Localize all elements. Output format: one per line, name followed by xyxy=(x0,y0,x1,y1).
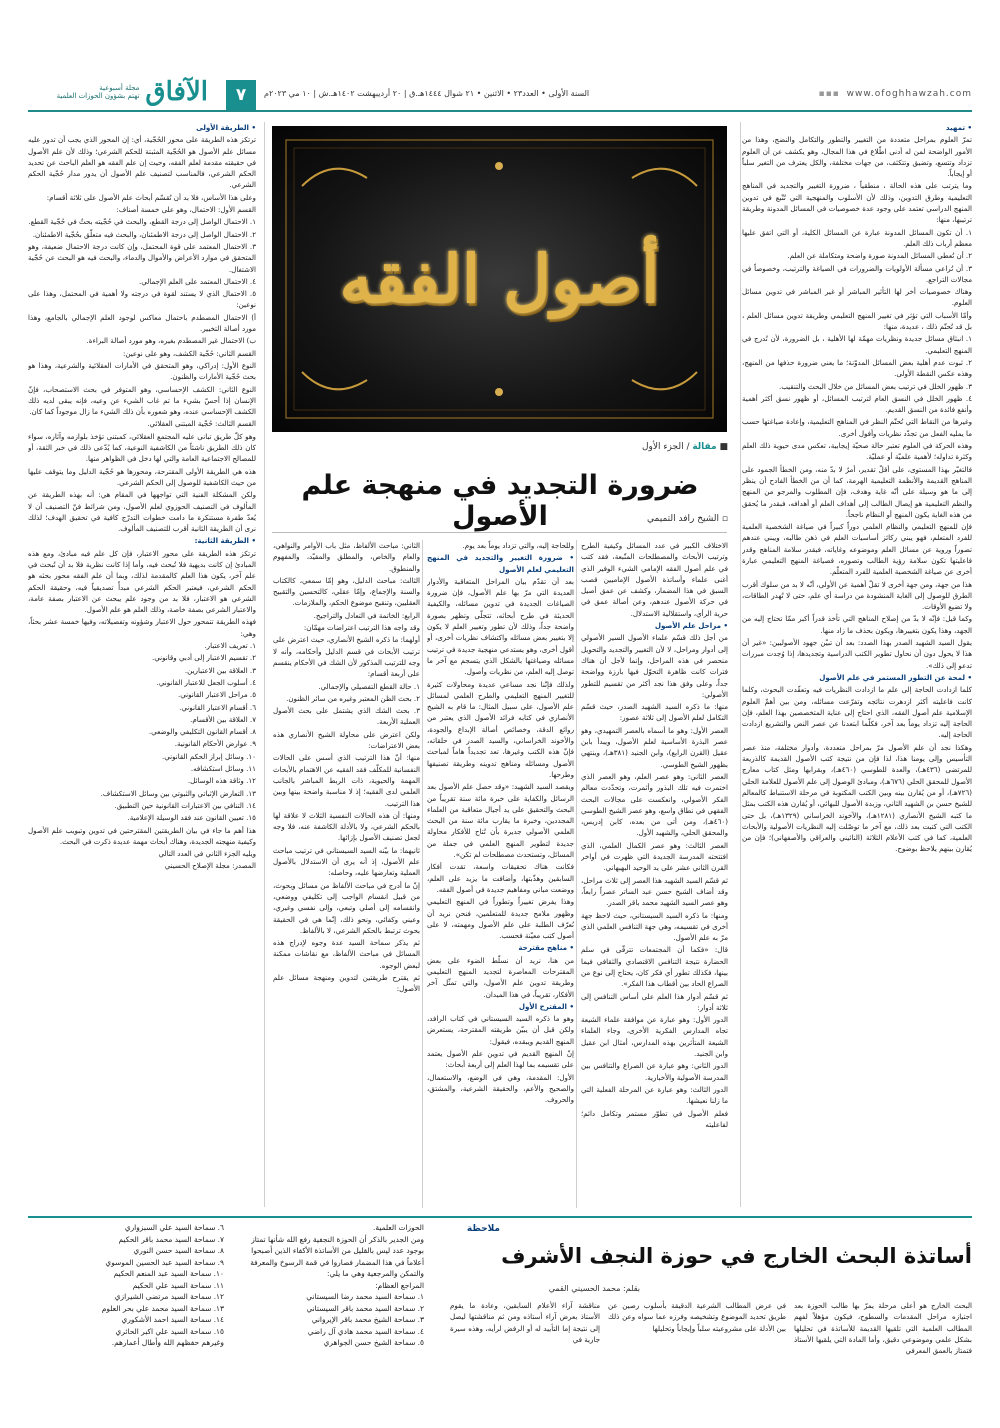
list-item: ١٥. سماحة السيد علي اكبر الحائري xyxy=(115,1326,224,1336)
paragraph: ترتكز هذه الطريقة على محور الحُجّية، أي: إن المحور الذي يجب أن تدور عليه مسائل علم الأصول هو الحُجّية المثبتة للحكم الشرعي؛ وذلك لأن علم الأصول في حقيقته مقدمة لعلم الفقه، وحيث إن علم الفقه هو العلم الباحث عن تحديد الحكم الشرعي، فالمناسب لتصنيف علم الأصول أن يدور مدار حُجّية الحكم الشرعي. xyxy=(28,135,256,190)
paragraph: أ) الاحتمال المصطدم باحتمال معاكس لوجود العلم الإجمالي بالجامع، وهذا مورد أصالة التخيير. xyxy=(28,312,256,334)
list-item: ١٢. سماحة السيد مرتضى الشيرازي xyxy=(114,1292,224,1301)
paragraph: فالتغيّر بهذا المستوى، على أقلّ تقدير، أمرٌ لا بدّ منه، ومن الخطأ الجمود على المناهج القديمة والأنظمة التعليمية الهرمة، كما أن من الخطأ الفادح أن ينظر إلى ما هو وسيلة على أنّه غاية وهدف، فإن المطلوب والمرجو من المنهج والنظم التعليمية هو إيصال الطالب إلى أهداف العلم أو أهدافه، فبقدر ما يُحقق من هذه الغاية يكون المنهج أو النظام ناجحاً. xyxy=(742,464,972,519)
hero-calligraphy-image xyxy=(272,126,727,432)
logo-word: الآفاق xyxy=(145,77,208,107)
paragraph: ثم يذكر سماحة السيد عدة وجوه لإدراج هذه المسائل في مباحث الألفاظ، مع نقاشات ممكنة لبعض الوجوه. xyxy=(273,938,420,970)
bottom-tag: ملاحظة xyxy=(466,1224,500,1234)
article-column-center-left xyxy=(273,540,420,1208)
paragraph: ٩. عوارض الأحكام القانونية. xyxy=(174,739,256,749)
paragraph: العصر الثاني: وهو عصر العلم، وهو العصر الذي اختمرت فيه تلك البذور وأثمرت، وتحدّدت معالم الفكر الأصولي، وانعكست على مجالات البحث الفقهي في نطاق واسع، وهو عصر الشيخ الطوسي (٤٦٠هـ)، ومن أتى من بعده، كابن إدريس، والمحقق الحلي، والشهيد الأول. xyxy=(581,771,728,838)
paragraph: ثم قسّم أدوار هذا العلم على أساس التنافس إلى ثلاثة أدوار: xyxy=(581,991,728,1012)
paragraph: قال: «فكما أن المجتمعات تترقّى في سلم الحضارة نتيجة التنافس الاقتصادي والثقافي فيما بينها، فكذلك تطور أي فكر كان، يحتاج إلى نوع من الصراع الحاد بين أقطاب هذا الفكر». xyxy=(581,945,728,989)
paragraph: وقد واجه هذا الترتيب اعتراضات مهمّان: xyxy=(303,623,420,633)
article-author: ▫ الشيخ رافد التميمي xyxy=(647,514,728,524)
paragraph: ٣. الاحتمال المعتمد على قوة المحتمل، وإن كانت درجة الاحتمال ضعيفة، وهو المتحقق في موارد الأعراض والأموال والدماء، والبحث فيه هو البحث عن حُجّية الاشتغال. xyxy=(28,241,256,274)
paragraph: النوع الأول: إدراكي، وهو المتحقق في الأمارات العقلائية والشرعية، وهذا هو بحث حُجّية الأمارات والظنون. xyxy=(28,360,256,382)
paragraph: فهذه الطريقة تتمحور حول الاعتبار وشؤونه وتفصيلاته، وفيها خمسة عشر بحثاً، وهي: xyxy=(28,617,256,638)
list-item: ٤. سماحة السيد محمد هادي آل راضي xyxy=(307,1326,424,1336)
list-item: ومن الجدير بالذكر أن الحوزة النجفية رفع الله شأنها تمتاز بوجود عدد ليس بالقليل من الأساتذة الأكفاء الذين أصبحوا أعلاماً في هذا المضمار فصاروا في قمة الرسوخ والمعرفة والتمكن والمرجعية وهي ما يلي: xyxy=(250,1234,424,1278)
paragraph: القسم الثالث: حُجّية المبتنى العقلائي. xyxy=(147,419,256,429)
paragraph: ١. الاحتمال الواصل إلى درجة القطع، والبحث في حُجّيته بحثٌ في حُجّية القطع. xyxy=(28,217,256,227)
paragraph: الأول: المقدمة، وهي في الوضع، والاستعمال، والصحيح والأعم، والحقيقة الشرعية، والمشتق، والحروف. xyxy=(427,1072,574,1105)
bottom-text-a: البحث الخارج هو أعلى مرحلة يمرّ بها طالب الحوزة بعد اجتيازه مراحل المقدمات والسطوح، فيكون مؤهلاً لفهم المطالب العلمية التي تلقيها القديمة للأساتذة في تحليلها بشكل علمي وموضوعي دقيق، وأما المادة التي يلقيها الأستاذ فتمتاز بالعمق المعرفي xyxy=(794,1301,972,1356)
paragraph: ويقصد السيد الشهيد: «وقد حصل علم الأصول بعد الرسائل والكفاية على خبرة مائة سنة تقريباً من البحث والتحقيق على يد أجيال متعاقبة من العلماء المجددين، وخبرة ما يقارب مائة سنة من البحث العلمي الأصولي جديرة بأن تُتاح للأفكار محاولة جديدة لتطوير المنهج العلمي في جملة من المسائل، وتستحدث مصطلحات لم تكن». xyxy=(427,782,574,860)
paragraph: الثاني: مباحث الألفاظ، مثل باب الأوامر والنواهي، والعام والخاص، والمطلق والمقيّد، والمفهوم والمنطوق. xyxy=(273,541,420,573)
section-heading: • تمهيد xyxy=(945,123,972,132)
paragraph: الرابع: الخاتمة في التعادل والتراجيح. xyxy=(313,610,420,620)
paragraph: ومنها: أن هذه الحالات النفسية الثلاث لا علاقة لها بالحكم الشرعي، ولا بالأدلة الكاشفة عنه، فلا وجه لجعل تصنيف الأصول بإزائها. xyxy=(273,810,420,843)
paragraph: ١. حالة القطع التفصيلي والإجمالي. xyxy=(318,681,420,691)
paragraph: الدور الأول: وهو عبارة عن موافقة علماء الشيعة تجاه المدارس الفكرية الأخرى، وجاء العلماء الشيعة المتأثرين بهذه المدارس، أمثال ابن عقيل وابن الجنيد. xyxy=(581,1015,728,1059)
paragraph: ٤. ظهور الخلل في النسق العام لترتيب المسائل، أو ظهور نسق أكثر أهمية وأنفع فائدة من النسق القديم. xyxy=(742,393,972,415)
paragraph: المصدر: مجلة الإصلاح الحسيني xyxy=(164,861,256,871)
paragraph: منها: ما ذكره السيد الشهيد الصدر، حيث قسّم التكامل لعلم الأصول إلى ثلاثة عصور: xyxy=(581,702,728,723)
section-heading: • المقترح الأول xyxy=(518,1001,574,1011)
paragraph: ٥. الاحتمال الذي لا يستند لقوة في درجته ولا أهمية في المحتمل، وهذا على نوعين: xyxy=(28,289,256,310)
paragraph: أولهما: ما ذكره الشيخ الأنصاري، حيث اعترض على ترتيب الأبحاث في قسم الدليل وأحكامه، وأنه لا وجه للترتيب المذكور لأن الشك في الأحكام ينقسم على أربعة أقسام: xyxy=(273,635,420,679)
paragraph: ١٥. تعيين القانون عند فقد الوسيلة الإعلامية. xyxy=(127,813,256,823)
article-title: ضرورة التجديد في منهجة علم الأصول xyxy=(301,470,699,532)
paragraph: ٧. العلاقة بين الأقسام. xyxy=(190,714,256,724)
list-item: ١١. سماحة السيد علي الحكيم xyxy=(132,1280,224,1290)
paragraph: هذا أهم ما جاء في بيان الطريقتين المقترحتين في تدوين وتبويب علم الأصول وكيفية منهجته الجديدة، وهناك أبحاث مهمة عديدة ذكرت في البحث. xyxy=(28,825,256,846)
section-heading: • الطريقة الثانية: xyxy=(194,536,256,546)
list-item: المراجع العظام: xyxy=(375,1280,424,1290)
bottom-text-c: مناقشة آراء الأعلام السابقين، وعادة ما يقوم الأستاذ بعرض آراء أستاذه ومن ثم مناقشتها ليصل إلى نتيجة إما التأييد له أو الرفض لرأيه، وهذه سيرة جارية في xyxy=(450,1301,600,1344)
paragraph: ١٤. التنافي بين الاعتبارات القانونية حين التطبيق. xyxy=(114,800,256,810)
paragraph: إنّ المنهج القديم في تدوين علم الأصول يعتمد على تقسيمه بما لهذا العلم إلى أربعة أبحاث: xyxy=(427,1049,574,1070)
paragraph: وهذه الحركة في العلوم تعتبر حالة صحيّة إيجابية، تعكس مدى حيوية ذلك العلم وكثرة تداوله؛ لأهمية علميّة أو عمليّة. xyxy=(742,441,972,462)
list-item: ١٠. سماحة السيد عبد المنعم الحكيم xyxy=(113,1269,224,1278)
paragraph: وما يترتب على هذه الحالة ، منطقياً ، ضرورة التغيير والتجديد في المناهج التعليمية وطرق التدوين، وذلك لأن الأسلوب والمنهجية التي تُتّبع في تدوين المنهج الدراسي تعتمد على وجود عدة خصوصيات في المسائل المدونة وطريقة ترتيبها، منها: xyxy=(742,181,972,225)
article-kicker: ■ مقالة / الجزء الأول xyxy=(641,442,728,452)
paragraph: ولذلك فإنّنا نجد مساعي عديدة ومحاولات كثيرة للتغيير المنهج التعليمي والطرح العلمي لمسائل علم الأصول، على سبيل المثال: ما قام به الشيخ الأنصاري في كتابه فرائد الأصول الذي يعتبر من روائع الدقة، وخصائص أصالة الإبداع والجودة، والأخوند الخراساني، والسيد الصدر في حلقاته، فإنّ هذه الكتب وغيرها، تعد تجديداً هاماً لمباحث الأصول ومسائله ومناهج تدوينه وطريقة تصنيفها وطرحها. xyxy=(427,679,574,779)
paragraph: إنّ ما أدرج في مباحث الألفاظ من مسائل وبحوث، من قبيل انقسام الواجب إلى تكليفي ووضعي، وانقسامه إلى أصلي وتبعي، وإلى نفسي وغيري، وعيني وكفائي، ونحو ذلك، إنّما هي في الحقيقة بحوث ترتبط بالحكم الشرعي، لا بالألفاظ. xyxy=(273,880,420,935)
paragraph: ومنها: ما ذكره السيد السيستاني، حيث لاحظ جهة أخرى في تقسيمه، وهي جهة التنافس العلمي الذي مرّ به علم الأصول. xyxy=(581,910,728,943)
column-divider xyxy=(422,540,423,1208)
issue-info: السنة الأولى • العدد٢٣ • الاثنين • ٢١ شوال ١٤٤٤هـ.ق | ٢٠ أرديبهشت ١٤٠٢هـ.ش | ١٠ مي ٢٠٢٣م xyxy=(264,89,590,98)
scholars-list-b xyxy=(28,1222,224,1362)
paragraph: ترتكز هذه الطريقة على محور الاعتبار، فإن كل علم فيه مبادئ، ومع هذه المبادئ إن كانت بديهية فلا تُبحث فيه، وأما إذا كانت نظرية فلا بد أن تُبحث في علم آخر، يكون هذا العلم كالمقدمة لذلك، وبما أن علم الفقه محور بحثه هو الحكم الشرعي، فيعتبر الحكم الشرعي مبدأً تصديقياً فيه، وحقيقة الحكم الشرعي هو الاعتبار، فلا بد من وجود علم يبحث عن الاعتبار بصفة عامة، والاعتبار الشرعي بصفة خاصة، وذلك العلم هو علم الأصول. xyxy=(28,548,256,615)
paragraph: ١١. وسائل استكشافه. xyxy=(190,764,256,774)
paragraph: هذا من جهة، ومن جهة أخرى لا تقلّ أهمية عن الأولى، أنّه لا بد من سلوك أقرب الطرق للوصول إلى الغاية المنشودة من دراسة أي علم، حتى لا تُهدر الطاقات، ولا تضيع الأوقات. xyxy=(742,579,972,612)
page-number: ٧ xyxy=(226,80,256,110)
paragraph: ولكن المشكلة الفنية التي تواجهها في المقام هي: أنه بهذه الطريقة عن المألوف في التصنيف الحوزوي لعلم الأصول، ومن شرائط فنّ التصنيف أن لا يُعدّ طفرة مستنكرة ما دامت خطوات التدرّج كافية في تحقيق الهدف؛ لذلك نرى أن الطريقة الثانية أقرب للتصنيف المألوف. xyxy=(28,490,256,534)
paragraph: من أجل ذلك قسّم علماء الأصول السير الأصولي إلى أدوار ومراحل، لا لأن التغيير والتجديد والتحويل منحصر في هذه المراحل، وإنما لأجل أن هناك فترات كانت ظاهرة التحوّل فيها بارزة وواضحة جداً، وعلى وفق هذا نجد أكثر من تقسيم للتطور الأصولي: xyxy=(581,633,728,699)
paragraph: منها: أنّ هذا الترتيب الذي أسس على الحالات النفسانية للمكلّف فقد الفقيه عن الاهتمام بالأبحاث المهمة والحيوية، ذات الربط المباشر بالجانب العلمي لدى الفقيه؛ إذ لا مناسبة واضحة بينها وبين هذا الترتيب. xyxy=(273,753,420,808)
hero-title-art: أصول الفقه xyxy=(339,240,660,318)
bottom-author: بقلم: محمد الحسيني القمي xyxy=(548,1284,640,1293)
list-item: الحوزات العلمية. xyxy=(373,1223,424,1232)
paragraph: فكانت هناك تحقيقات واسعة، تقدت أفكار السابقين وهذّبتها، وأضافت ما يزيد على العلم، ووضعت مباني ومفاهيم جديدة في أصول الفقه. xyxy=(427,862,574,894)
paragraph: العصر الثالث: وهو عصر الكمال العلمي، الذي افتتحته المدرسة الجديدة التي ظهرت في أواخر القرن الثاني عشر على يد الوحيد البهبهاني. xyxy=(581,840,728,873)
paragraph: الدور الثاني: وهو عبارة عن الصراع والتنافس بين المدرسة الأصولية والأخبارية. xyxy=(581,1061,728,1082)
list-item: ٦. سماحة السيد علي السبزواري xyxy=(124,1223,224,1232)
paragraph: وهذا يفرض تغييراً وتطوراً في المنهج التعليمي وظهور ملامح جديدة للمتعلمين، فنحن نريد أن نُعرّف الطلبة على علم الأصول ومهمته، لا على أصول كتب معيّنة فحسب. xyxy=(427,897,574,941)
paragraph: ٣. بحث الشك الذي يشتمل على بحث الأصول العملية الأربعة. xyxy=(273,706,420,727)
section-heading: • مراحل علم الأصول xyxy=(654,621,728,631)
paragraph: ويليه الجزء الثاني في العدد التالي xyxy=(158,849,256,859)
page-header xyxy=(28,77,972,112)
list-item: ٢. سماحة السيد محمد باقر السيستاني xyxy=(306,1303,424,1313)
paragraph: وهناك خصوصيات أخر لها التأثير المباشر أو غير المباشر في تدوين مسائل العلوم. xyxy=(742,287,972,308)
paragraph: ١. أن تكون المسائل المدونة عبارة عن المسائل الكلية، أو التي اتفق عليها معظم أرباب ذلك العلم. xyxy=(742,227,972,248)
column-divider xyxy=(740,122,741,1207)
paragraph: ٢. الاحتمال الواصل إلى درجة الاطمئنان، والبحث فيه متعلّق بحُجّية الاطمئنان. xyxy=(32,229,256,239)
paragraph: ولكن اعترض على محاولة الشيخ الأنصاري هذه بعض الاعتراضات: xyxy=(273,729,420,751)
paragraph: ٣. ظهور الخلل في ترتيب بعض المسائل من خلال البحث والتنقيب. xyxy=(778,381,972,391)
section-heading: • لمحة عن التطور المستمر في علم الأصول xyxy=(819,672,972,682)
dots-icon: ▪▪▪ xyxy=(818,89,840,99)
paragraph: فعلم الأصول في تطوّر مستمر وتكامل دائم؛ لفاعليته xyxy=(581,1108,728,1129)
paragraph: وهو ما ذكره السيد السيستاني في كتاب الرافد، ولكن قبل أن يبيّن طريقته المقترحة، يستعرض المنهج القديم ويبقده، فيقول: xyxy=(427,1014,574,1046)
paragraph: ١٣. التعارض الإثباتي والثبوتي بين وسائل الاستكشاف. xyxy=(100,788,256,798)
scholars-list-a xyxy=(234,1222,424,1362)
list-item: ١٣. سماحة السيد محمد علي بحر العلوم xyxy=(101,1303,224,1313)
paragraph: فإن للمنهج التعليمي والنظام العلمي دوراً كبيراً في صياغة الشخصية العلمية للفرد المتعلم، فهو يبني ركائز أساسيات العلم في ذهن طالبه، ويبني عندهم تصوراً وروية عن مسائل العلم وموضوعه وغاياته، فبقدر سلامة المناهج وقدر فاعليتها تكون سلامة رؤية الطالب وتصوره، فصياغة المنهج التعليمي عبارة أخرى عن صياغة الشخصية العلمية للفرد المتعلّم. xyxy=(742,522,972,577)
bottom-text-b: في عرض المطالب الشرعية الدقيقة بأسلوب رصين عن طريق تحديد الموضوع وتشخيصه وفرزه عما سواه وعن ذلك بين الأدلة على مشروعيته سلباً وإيجاباً وتحليلها xyxy=(608,1301,786,1333)
paragraph: يقول السيد الشهيد الصدر بهذا الصدد: بعد أن تبيّن جهود الأصوليين: «غير أن هذا لا يحول دون أن نحاول تطوير الكتب الدراسية وتجديدها، إذا وُجدت مبررات تدعو إلى ذلك». xyxy=(742,638,972,670)
title-divider xyxy=(272,532,727,533)
article-column-middle-right xyxy=(581,540,728,1208)
paragraph: تمرّ العلوم بمراحل متعددة من التغيير والتطور والتكامل والنضج، وهذا من الأمور الواضحة لمن له أدنى اطّلاع في هذا المجال، وهو يكشف عن أن العلوم تزداد وتتسع، وتضيق وتتكثف، من جهات مختلفة، والكل يعترف من التغير سلباً أو إيجاباً. xyxy=(742,135,972,179)
paragraph: وكما قيل: فإنّه لا بدّ من إصلاح المناهج التي تأخذ قدراً أكبر ممّا تحتاج إليه من الجهد، وهذا يكون بتغييرها، ويكون بحذف ما زاد منها. xyxy=(742,614,972,635)
bottom-title: أساتذة البحث الخارج في حوزة النجف الأشرف xyxy=(501,1244,972,1268)
paragraph: ب) الاحتمال غير المصطدم بغيره، وهو مورد أصالة البراءة. xyxy=(86,336,256,346)
paragraph: ١٠. وسائل إبراز الحكم القانوني. xyxy=(161,751,256,761)
section-heading: • الطريقة الأولى xyxy=(196,123,256,132)
paragraph: وهو كلّ طريق تبانى عليه المجتمع العقلائي، كمبتنى تؤخذ بلوازمه وآثاره، سواء كان ذلك الطريق ناشئاً من الكاشفية النوعية، كما يُدّعى ذلك في خبر الثقة، أو للمصالح الاجتماعية العامة والتي لها دخل في الظواهر منها. xyxy=(28,431,256,464)
paragraph: ٢. تقسيم الاعتبار إلى أدبي وقانوني. xyxy=(151,653,256,663)
paragraph: ١. انبثاق مسائل جديدة ونظريات مهمّة لها الأهلية ، بل الضرورة، لأن تُدرج في المنهج التعليمي. xyxy=(742,334,972,355)
paragraph: بعد أن تقدّم بيان المراحل المتعاقبة والأدوار العديدة التي مرّ بها علم الأصول، فإن ضرورة الصياغات الجديدة في تدوين مسائله، والكيفية الحديثة في طرح أبحاثه، تتجلّى وتظهر بصورة واضحة جداً، وذلك لأن تطور وتغيير العلم لا يكون إلا بتغيير بعض مسائله واكتشاف نظريات أخرى، أو أقول أخرى، وهو يستدعي منهجية جديدة في ترتيب مسائله وصياغتها بالشكل الذي يتسجم مع آخر ما توصل إليه العلم، من نظريات وأصول. xyxy=(427,576,574,677)
list-item: ٩. سماحة السيد عبد الحسين الموسوي xyxy=(105,1257,224,1267)
paragraph: ١. تعريف الاعتبار. xyxy=(204,641,256,651)
paragraph: ١٢. وثاقة هذه الوسائل. xyxy=(187,776,256,786)
article-column-center xyxy=(427,540,574,1208)
list-item: ٧. سماحة السيد محمد باقر الحكيم xyxy=(118,1234,224,1244)
list-item: ٥. سماحة الشيخ حسن الجواهري xyxy=(323,1338,424,1347)
paragraph: من هنا، نريد أن نسلّط الضوء على بعض المقترحات المعاصرة لتجديد المنهج التعليمي وطريقة تدوين علم الأصول، والتي تمثّل آخر الأفكار، تقريباً، في هذا الميدان. xyxy=(427,955,574,999)
paragraph: ٢. أن تُعطي المسائل المدونة صورة واضحة ومتكاملة عن العلم. xyxy=(787,251,972,261)
paragraph: الاختلاف الكبير في عدد المسائل وكيفية الطرح وترتيب الأبحاث والمصطلحات المتّبعة، فقد كتب في علم أصول الفقه الإمامي الشيء الوفير الذي أغنى علماء وأساتذة الأصول الإماميين قصب السبق في هذا المضمار، وكشف عن عمق أصيل في حركة الأصول عندهم، وعن أصالة عمق في حرية الرأي، واستقلالية الاستدلال. xyxy=(581,541,728,618)
column-divider xyxy=(264,122,265,1207)
paragraph: ٢. ثبوت عدم أهلية بعض المسائل المدوّنة؛ ما يعني ضرورة حذفها من المنهج، وهذه عكس النقطة الأولى. xyxy=(742,357,972,379)
section-heading: • مناهج مقترحة xyxy=(518,943,574,953)
paragraph: ٤. الاحتمال المعتمد على العلم الإجمالي. xyxy=(138,276,256,286)
article-column-right xyxy=(742,122,972,1207)
paragraph: القسم الثاني: حُجّية الكشف، وهو على نوعين: xyxy=(122,348,256,358)
paragraph: ٢. بحث الظن المعتبر وغيره من سائر الظنون. xyxy=(286,693,420,703)
paragraph: العصر الأول: وهو ما أسماه بالعصر التمهيدي، وهو عصر البذرة الأساسية لعلم الأصول، ويبدأ بابن عقيل (القرن الرابع)، وابن الجنيد (٣٨١هـ)، وينتهي بظهور الشيخ الطوسي. xyxy=(581,725,728,769)
list-item: ١٤. سماحة السيد احمد الأشكوري xyxy=(121,1315,224,1324)
paragraph: وغيرها من النقاط التي تُحتّم النظر في المناهج التعليمية، وإعادة صياغتها حسب ما يمليه الفعل من تجدّد نظريات وأفول أخرى. xyxy=(742,417,972,438)
paragraph: ٥. مراحل الاعتبار القانوني. xyxy=(177,690,256,700)
paragraph: ٣. العلاقة بين الاعتبارين. xyxy=(184,665,256,675)
logo-tagline: مجلة أسبوعية تهتم بشؤون الحوزات العلمية xyxy=(56,83,140,100)
paragraph: ثانيهما: ما بيّنه السيد السيستاني في ترتيب مباحث علم الأصول، إذ أنه يرى أن الاستدلال بالأصول العملية وتعارضها عليه، وحاصله: xyxy=(273,845,420,878)
paragraph: ثم يقترح طريقتين لتدوين ومنهجة مسائل علم الأصول: xyxy=(273,972,420,994)
paragraph: كلما ازدادت الحاجة إلى علم ما ازدادت النظريات فيه وتعقّدت البحوث، وكلما كانت فاعليته أكثر ازدهرت نتائجه وتفرّعت مسائله، ومن بين أهمّ العلوم الإسلامية علم أصول الفقه، الذي احتاج إلى عناية المتخصصين بهذا العلم، فإن الحاجة إليه تزداد يوماً بعد آخر، فكلّما ابتعدنا عن عصر النص والتشريع ازدادت الحاجة إليه. xyxy=(742,685,972,740)
masthead-logo xyxy=(28,72,208,112)
paragraph: الدور الثالث: وهو عبارة عن المرحلة الفعلية التي ما زلنا نعيشها. xyxy=(581,1084,728,1106)
paragraph: هذه هي الطريقة الأولى المقترحة، ومحورها هو حُجّية الدليل وما يتوقف عليها من حيث الكاشفية للوصول إلى الحكم الشرعي. xyxy=(28,466,256,487)
paragraph: وللحاجة إليه، والتي تزداد يوماً بعد يوم. xyxy=(462,541,574,550)
list-item: وغيرهم حفظهم الله وأطال أعمارهم. xyxy=(111,1338,224,1347)
paragraph: ٦. أقسام الاعتبار القانوني. xyxy=(179,702,256,712)
paragraph: وأمّا الأسباب التي تؤثر في تغيير المنهج التعليمي وطريقة تدوين مسائل العلم ، بل قد تُحتّم ذلك ، عديدة، منها: xyxy=(742,310,972,332)
paragraph: وهكذا نجد أن علم الأصول مرّ بمراحل متعددة، وأدوار مختلفة، منذ عصر التأسيس وإلى يومنا هذا، لذا فإن من نتيجة كتب الأصول القديمة كالذريعة للمرتضى (٤٣٦هـ)، والعدة للطوسي (٤٦٠هـ)، وبقرابها ومثل كتاب معارج الأصول للمحقق الحلي (٦٧٦هـ)، ومبادئ الوصول إلى علم الأصول للعلامة الحلي (٧٢٦هـ)، أو من يُقارن بينه وبين الكتب المكتوبة في مرحلة الاستنباط كالمعالم للشيخ حسن بن الشهيد الثاني، وزبدة الأصول للبهائي، أو يُقارن هذه الكتب بمثل ما كتبه الشيخ الأنصاري (١٢٨١هـ)، والآخوند الخراساني (١٣٢٩هـ)، بل حتى الكتب التي كتبت بعد ذلك، مع آخر ما توصّلت إليه النظريات الأصولية والأبحاث العلمية، كما في كتب الأعلام الثلاثة (النائيني والعراقي والأصفهاني)؛ فإن من يُقارن بينهم يلاحظ بوضوح. xyxy=(742,742,972,854)
list-item: ٨. سماحة السيد حسن النوري xyxy=(133,1246,224,1255)
column-divider xyxy=(576,540,577,1208)
paragraph: ٣. أن تُراعي مسألة الأولويات والضرورات في الصياغة والترتيب، وخصوصاً في مجالات التراجع. xyxy=(742,263,972,284)
paragraph: القسم الأول: الاحتمال، وهو على خمسة أصناف: xyxy=(116,205,256,215)
paragraph: وعلى هذا الأساس، فلا بد أن تُقسّم أبحاث علم الأصول على ثلاثة أقسام: xyxy=(46,192,256,202)
paragraph: الثالث: مباحث الدليل، وهو إمّا سمعي، كالكتاب والسنة والإجماع، وإمّا عقلي، كالتحسين والتقبيح العقليين، وتنقيح موضوع الحكم، والملازمات. xyxy=(273,575,420,608)
paragraph: النوع الثاني: الكشف الإحساسي، وهو المتوفر في بحث الاستصحاب، فإنّ الإنسان إذا أحسّ بشيء ما تم غاب الشيء عن وعيه، فإنه يبقى لديه ذلك الكشف الإحساسي عنده، وهو شعوره بأن ذلك الشيء ما زال موجوداً كما كان. xyxy=(28,384,256,417)
list-item: ١. سماحة السيد محمد رضا السيستاني xyxy=(306,1292,424,1301)
paragraph: ٨. أقسام القانون التكليفي والوضعي. xyxy=(148,727,256,737)
site-url[interactable]: ▪▪▪ www.ofoghhawzah.com xyxy=(818,89,972,99)
list-item: ٣. سماحة الشيخ محمد باقر الإيرواني xyxy=(311,1315,424,1324)
section-heading: • ضرورة التغيير والتجديد في المنهج التعليمي لعلم الأصول xyxy=(427,553,574,574)
paragraph: ٤. أسلوب الجعل للاعتبار القانوني. xyxy=(156,677,256,687)
article-column-left xyxy=(28,122,256,1207)
paragraph: ثم قسّم السيد الشهيد هذا العصر إلى ثلاث مراحل، وقد أضاف الشيخ حسن عبد الساتر عصراً رابعاً، وهو عصر السيد الشهيد محمد باقر الصدر. xyxy=(581,875,728,908)
